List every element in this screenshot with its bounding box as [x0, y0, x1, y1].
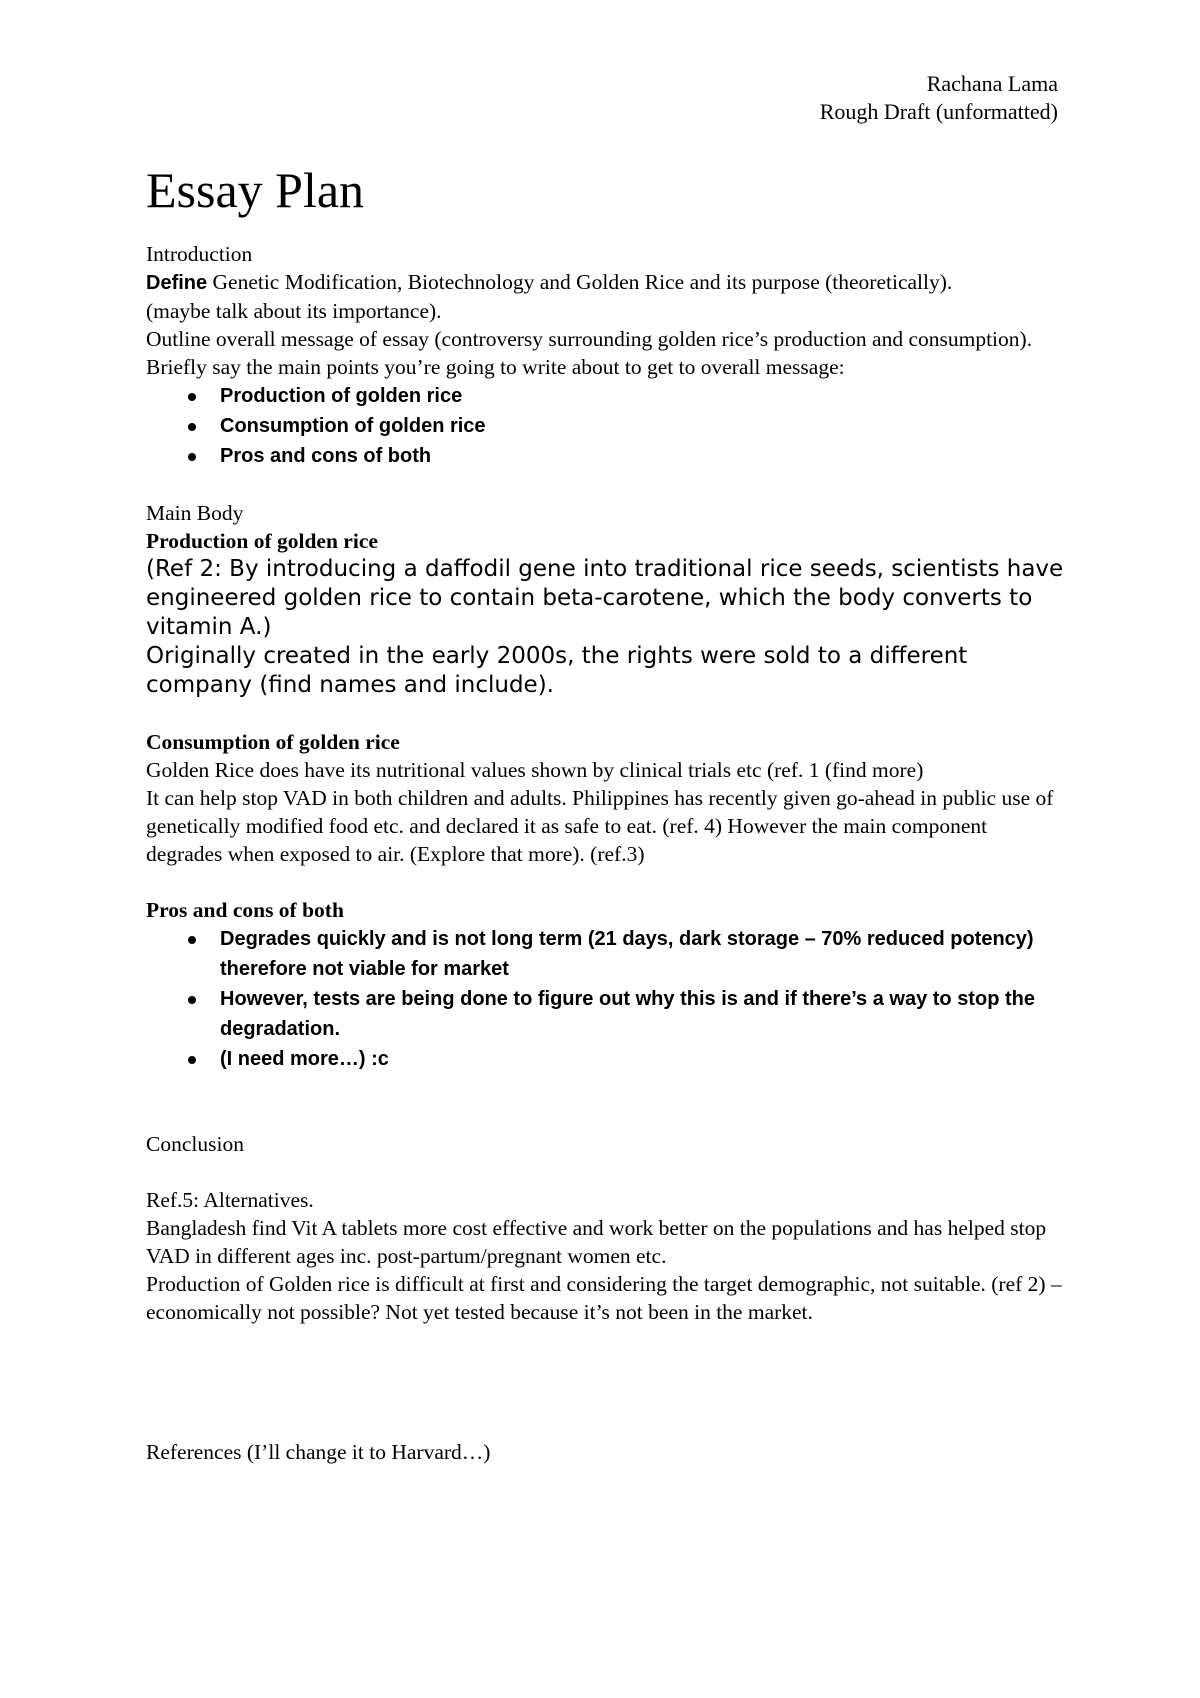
list-item: However, tests are being done to figure out why this is and if there’s a way to stop the degradation.	[188, 984, 1066, 1044]
intro-heading: Introduction	[146, 242, 253, 266]
bullet-icon	[188, 393, 196, 401]
list-item: (I need more…) :c	[188, 1044, 1066, 1074]
draft-label: Rough Draft (unformatted)	[819, 99, 1058, 124]
author-name: Rachana Lama	[926, 71, 1058, 96]
production-origin: Originally created in the early 2000s, the rights were sold to a different company (find names and include).	[146, 643, 968, 698]
bullet-icon	[188, 1056, 196, 1064]
bullet-icon	[188, 423, 196, 431]
conclusion-ref5: Ref.5: Alternatives.	[146, 1188, 314, 1212]
intro-briefly: Briefly say the main points you’re going to write about to get to overall message:	[146, 355, 845, 379]
conclusion-bangladesh: Bangladesh find Vit A tablets more cost effective and work better on the populations and has helped stop VAD in different ages inc. post-partum/pregnant women etc.	[146, 1216, 1047, 1268]
define-word: Define	[146, 272, 208, 294]
conclusion-production: Production of Golden rice is difficult at first and considering the target demographic, not suitable. (ref 2) – economically not possible? Not yet tested because it’s not been in the market.	[146, 1272, 1062, 1324]
production-heading: Production of golden rice	[146, 529, 378, 553]
header-block	[820, 70, 1058, 126]
references-label: References (I’ll change it to Harvard…)	[146, 1440, 491, 1464]
conclusion-heading: Conclusion	[146, 1132, 244, 1156]
intro-points-list	[146, 381, 1066, 471]
production-ref: (Ref 2: By introducing a daffodil gene into traditional rice seeds, scientists have engineered golden rice to contain beta-carotene, which the body converts to vitamin A.)	[146, 556, 1064, 640]
intro-outline: Outline overall message of essay (controversy surrounding golden rice’s production and consumption).	[146, 327, 1033, 351]
document-body	[146, 160, 1066, 1466]
list-item: Degrades quickly and is not long term (21 days, dark storage – 70% reduced potency) therefore not viable for market	[188, 924, 1066, 984]
pros-heading: Pros and cons of both	[146, 898, 344, 922]
bullet-icon	[188, 936, 196, 944]
list-item: Pros and cons of both	[188, 441, 1066, 471]
consumption-line1: Golden Rice does have its nutritional values shown by clinical trials etc (ref. 1 (find more)	[146, 758, 924, 782]
pros-points-list	[146, 924, 1066, 1074]
consumption-heading: Consumption of golden rice	[146, 730, 400, 754]
page-title: Essay Plan	[146, 162, 365, 218]
bullet-icon	[188, 996, 196, 1004]
list-item: Production of golden rice	[188, 381, 1066, 411]
intro-define	[146, 268, 1066, 297]
bullet-icon	[188, 453, 196, 461]
intro-importance: (maybe talk about its importance).	[146, 299, 442, 323]
list-item: Consumption of golden rice	[188, 411, 1066, 441]
define-rest: Genetic Modification, Biotechnology and Golden Rice and its purpose (theoretically).	[207, 270, 953, 294]
main-heading: Main Body	[146, 501, 244, 525]
consumption-line2: It can help stop VAD in both children and adults. Philippines has recently given go-ahead in public use of genetically modified food etc. and declared it as safe to eat. (ref. 4) However the main component degrades when exposed to air. (Explore that more). (ref.3)	[146, 786, 1054, 866]
